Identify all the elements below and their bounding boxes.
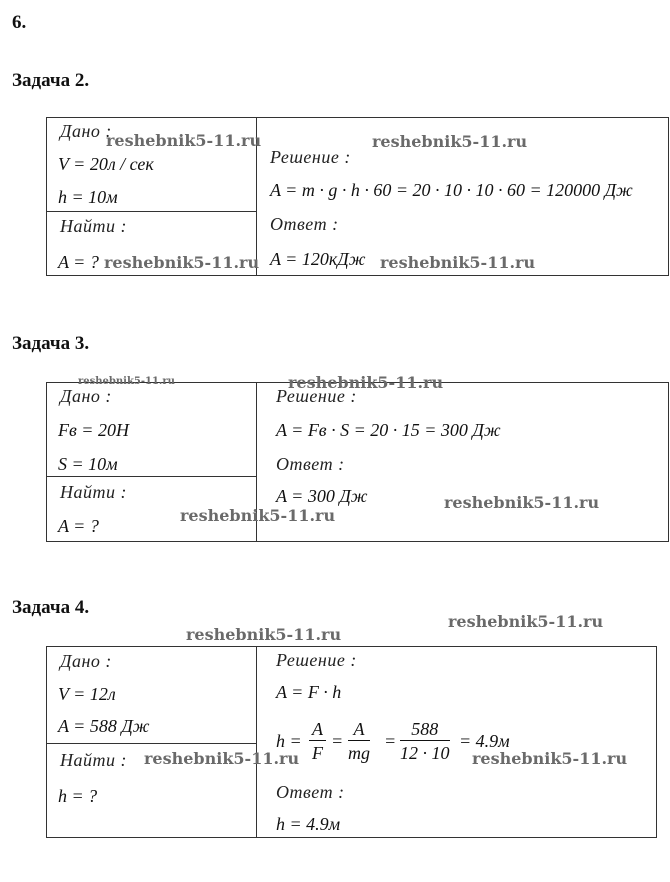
task-4-divider-horizontal <box>46 743 256 744</box>
task-4-fraction <box>309 718 326 765</box>
watermark: reshebnik5-11.ru <box>372 132 528 151</box>
task-4-answer-label: Ответ : <box>276 782 345 802</box>
task-3-answer-label: Ответ : <box>276 454 345 474</box>
task-3-solution-label: Решение : <box>276 386 357 406</box>
task-4-formula-equals: = <box>384 731 397 751</box>
watermark: reshebnik5-11.ru <box>106 131 262 150</box>
task-3-find: A = ? <box>58 516 99 536</box>
watermark: reshebnik5-11.ru <box>78 376 175 387</box>
task-3-divider-horizontal <box>46 476 256 477</box>
task-2-given-line: h = 10м <box>58 187 118 207</box>
task-4-formula-equals: = <box>331 731 344 751</box>
watermark: reshebnik5-11.ru <box>380 253 536 272</box>
fraction-denominator: 12 · 10 <box>400 743 450 763</box>
watermark: reshebnik5-11.ru <box>472 749 628 768</box>
watermark: reshebnik5-11.ru <box>180 506 336 525</box>
watermark: reshebnik5-11.ru <box>448 612 604 631</box>
task-4-formula-lhs: h = <box>276 731 302 751</box>
task-4-divider-vertical <box>256 646 257 838</box>
task-2-given-label: Дано : <box>60 121 112 141</box>
fraction-denominator: mg <box>348 743 370 763</box>
fraction-numerator: A <box>348 718 370 741</box>
fraction-numerator: 588 <box>400 718 450 741</box>
task-2-solution-line: A = m · g · h · 60 = 20 · 10 · 10 · 60 = 120000 Дж <box>270 180 633 200</box>
watermark: reshebnik5-11.ru <box>186 625 342 644</box>
task-4-given-line: V = 12л <box>58 684 116 704</box>
task-3-given-line: Fв = 20H <box>58 420 129 440</box>
task-4-fraction <box>348 718 370 765</box>
task-3-table <box>46 382 669 542</box>
task-4-title: Задача 4. <box>12 597 90 618</box>
fraction-numerator: A <box>309 718 326 741</box>
task-2-divider-horizontal <box>46 211 256 212</box>
task-3-solution-line: A = Fв · S = 20 · 15 = 300 Дж <box>276 420 501 440</box>
task-4-solution-label: Решение : <box>276 650 357 670</box>
task-4-answer: h = 4.9м <box>276 814 341 834</box>
task-4-given-line: A = 588 Дж <box>58 716 150 736</box>
task-3-given-line: S = 10м <box>58 454 118 474</box>
task-2-solution-label: Решение : <box>270 147 351 167</box>
watermark: reshebnik5-11.ru <box>444 493 600 512</box>
task-3-title: Задача 3. <box>12 333 90 354</box>
fraction-denominator: F <box>312 743 323 763</box>
task-2-find-label: Найти : <box>60 216 127 236</box>
task-2-title: Задача 2. <box>12 70 90 91</box>
page-number: 6. <box>12 12 27 33</box>
watermark: reshebnik5-11.ru <box>288 373 444 392</box>
task-3-answer: A = 300 Дж <box>276 486 368 506</box>
task-2-given-line: V = 20л / сек <box>58 154 154 174</box>
watermark: reshebnik5-11.ru <box>104 253 260 272</box>
task-4-find-label: Найти : <box>60 750 127 770</box>
task-3-find-label: Найти : <box>60 482 127 502</box>
task-4-given-label: Дано : <box>60 651 112 671</box>
task-3-given-label: Дано : <box>60 386 112 406</box>
task-4-fraction <box>400 718 450 765</box>
task-4-formula-result: = 4.9м <box>459 731 510 751</box>
task-2-answer: A = 120кДж <box>270 249 366 269</box>
task-4-solution-line: A = F · h <box>276 682 342 702</box>
watermark: reshebnik5-11.ru <box>144 749 300 768</box>
task-2-answer-label: Ответ : <box>270 214 339 234</box>
task-2-find: A = ? <box>58 252 99 272</box>
task-4-find: h = ? <box>58 786 98 806</box>
